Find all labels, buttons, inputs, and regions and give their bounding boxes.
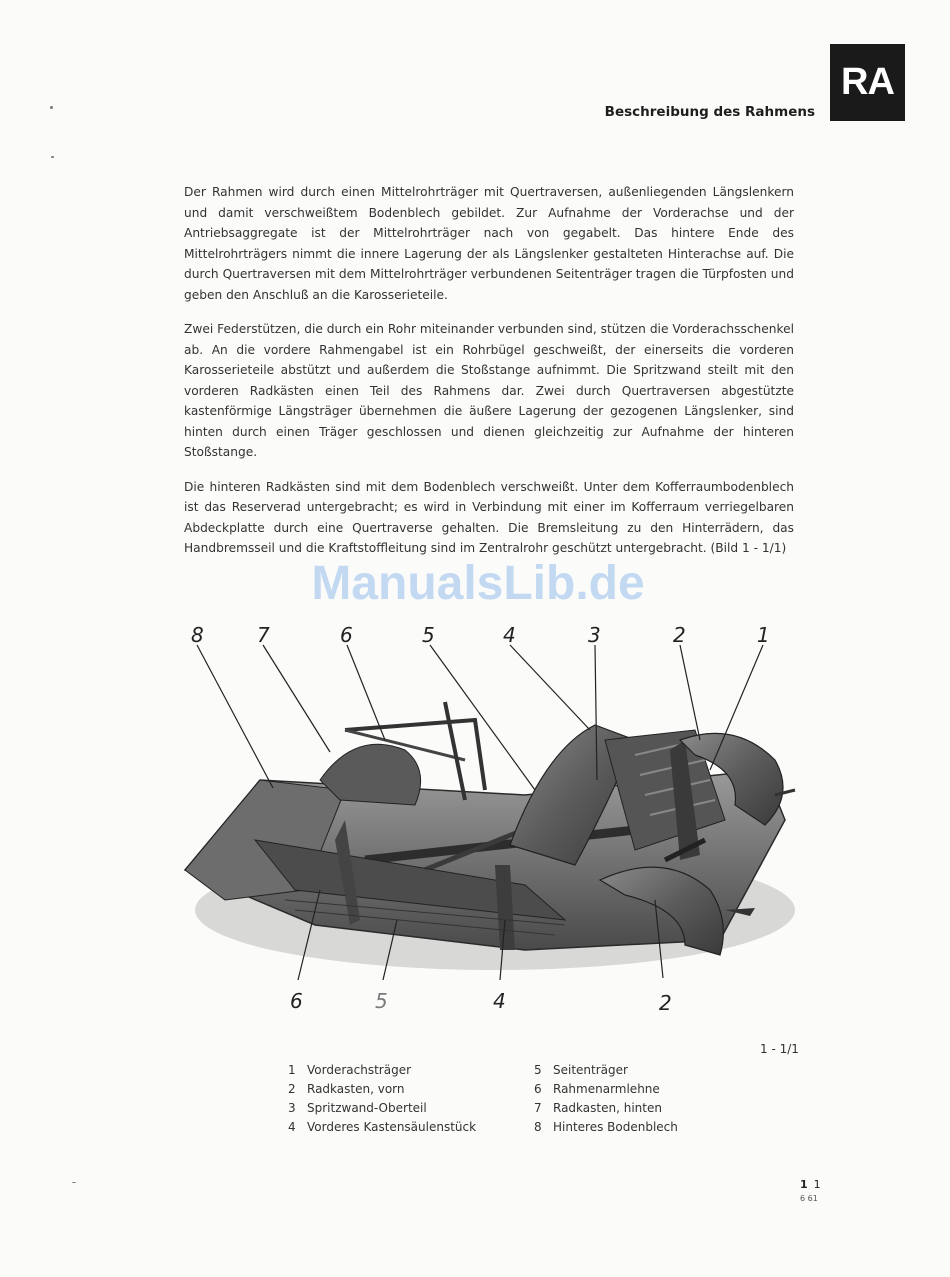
legend-label: Seitenträger: [553, 1063, 628, 1077]
scan-speck: [51, 156, 54, 158]
scan-speck: [72, 1182, 76, 1183]
callout-5-bottom: 5: [375, 989, 388, 1013]
section-title: Beschreibung des Rahmens: [604, 104, 815, 120]
callout-8: 8: [191, 623, 204, 647]
page-number: [800, 1178, 821, 1191]
callout-1: 1: [757, 623, 770, 647]
watermark: ManualsLib.de: [311, 557, 645, 610]
callout-4: 4: [503, 623, 516, 647]
callout-7: 7: [257, 623, 270, 647]
paragraph: Zwei Federstützen, die durch ein Rohr miteinander verbunden sind, stützen die Vorderachsschenkel ab. An die vordere Rahmengabel ist ein Rohrbügel geschweißt, der einerseits die vorderen Karosserieteile abstützt und außerdem die Stoßstange aufnimmt. Die Spritzwand steilt mit den vorderen Radkästen einen Teil des Rahmens dar. Zwei durch Quertraversen abgestützte kastenförmige Längsträger übernehmen die äußere Lagerung der gezogenen Längslenker, sind hinten durch einen Träger geschlossen und dienen gleichzeitig zur Aufnahme der hinteren Stoßstange.: [184, 322, 794, 459]
chassis-figure: [165, 590, 805, 1030]
legend-label: Radkasten, vorn: [307, 1082, 405, 1096]
scan-speck: [50, 106, 53, 109]
legend-item: [534, 1100, 708, 1116]
legend-number: 6: [534, 1082, 542, 1096]
callout-5: 5: [422, 623, 435, 647]
callout-6-bottom: 6: [290, 989, 303, 1013]
legend-number: 4: [288, 1120, 296, 1134]
legend-number: 7: [534, 1101, 542, 1115]
body-text: [184, 182, 794, 573]
legend-number: 1: [288, 1063, 296, 1077]
page-number-main: 1: [800, 1178, 808, 1191]
legend-number: 5: [534, 1063, 542, 1077]
figure-legend: [288, 1062, 708, 1135]
legend-number: 3: [288, 1101, 296, 1115]
chassis-drawing: [165, 590, 805, 1030]
callout-6: 6: [340, 623, 353, 647]
legend-number: 8: [534, 1120, 542, 1134]
legend-item: [288, 1100, 534, 1116]
legend-label: Rahmenarmlehne: [553, 1082, 660, 1096]
legend-item: [534, 1119, 708, 1135]
legend-item: [534, 1062, 708, 1078]
figure-reference: 1 - 1/1: [760, 1042, 799, 1056]
legend-label: Vorderes Kastensäulenstück: [307, 1120, 477, 1134]
legend-label: Radkasten, hinten: [553, 1101, 662, 1115]
callout-4-bottom: 4: [493, 989, 506, 1013]
page-number-sub: 1: [813, 1178, 821, 1191]
callout-2-bottom: 2: [659, 991, 672, 1015]
legend-label: Spritzwand-Oberteil: [307, 1101, 427, 1115]
legend-item: [288, 1081, 534, 1097]
legend-item: [534, 1081, 708, 1097]
legend-item: [288, 1119, 534, 1135]
legend-label: Hinteres Bodenblech: [553, 1120, 678, 1134]
callout-3: 3: [588, 623, 601, 647]
section-tab: RA: [830, 44, 905, 121]
paragraph: Der Rahmen wird durch einen Mittelrohrträger mit Quertraversen, außenliegenden Längslenkern und damit verschweißtem Bodenblech gebildet. Zur Aufnahme der Vorderachse und der Antriebsaggregate ist der Mittelrohrträger nach von gegabelt. Das hintere Ende des Mittelrohrträgers nimmt die innere Lagerung der als Längslenker gestalteten Hinterachse auf. Die durch Quertraversen mit dem Mittelrohrträger verbundenen Seitenträger tragen die Türpfosten und geben den Anschluß an die Karosserieteile.: [184, 185, 794, 302]
page-code: 6 61: [800, 1194, 818, 1203]
callout-2: 2: [673, 623, 686, 647]
legend-item: [288, 1062, 534, 1078]
legend-label: Vorderachsträger: [307, 1063, 412, 1077]
legend-number: 2: [288, 1082, 296, 1096]
paragraph: Die hinteren Radkästen sind mit dem Bodenblech verschweißt. Unter dem Kofferraumbodenblech ist das Reserverad untergebracht; es wird in Verbindung mit einer im Kofferraum verriegelbaren Abdeckplatte durch eine Quertraverse gehalten. Die Bremsleitung zu den Hinterrädern, das Handbremsseil und die Kraftstoffleitung sind im Zentralrohr geschützt untergebracht. (Bild 1 - 1/1): [184, 479, 794, 555]
